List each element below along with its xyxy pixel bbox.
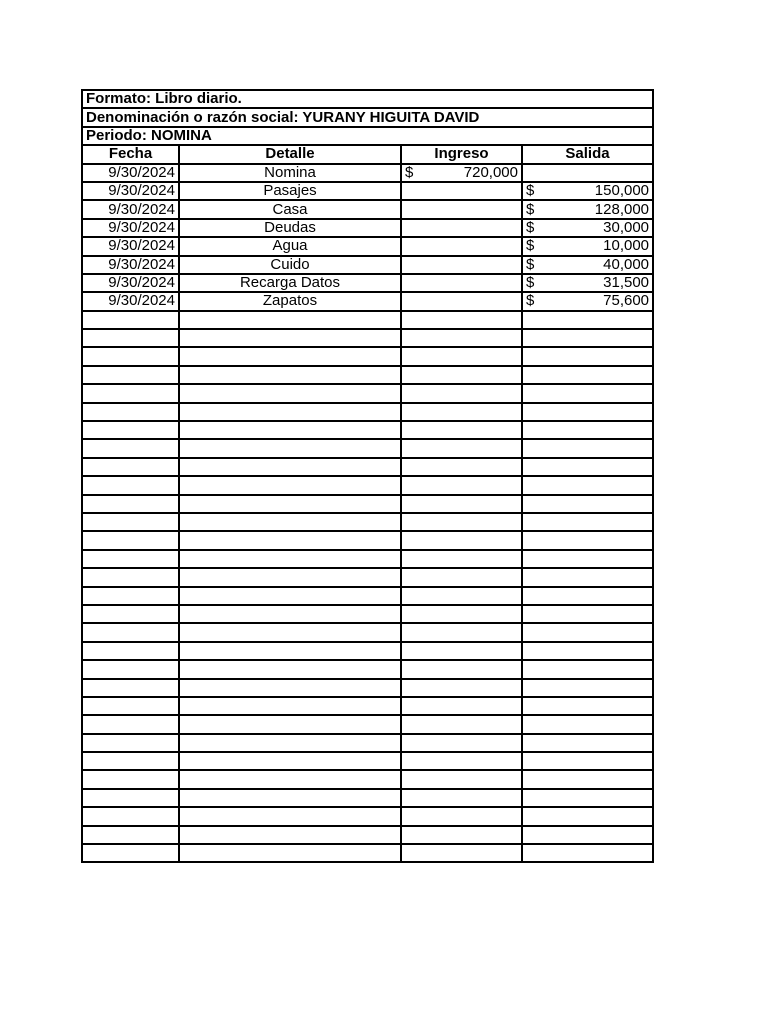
amount-value: 75,600	[603, 292, 650, 310]
denominacion-title[interactable]: Denominación o razón social: YURANY HIGUITA DAVID	[82, 108, 653, 126]
title-row-denominacion	[82, 108, 653, 126]
fecha-cell[interactable]	[82, 789, 179, 807]
salida-cell[interactable]	[522, 366, 653, 384]
salida-cell[interactable]	[522, 679, 653, 697]
fecha-cell[interactable]	[82, 660, 179, 678]
ingreso-cell[interactable]	[401, 660, 522, 678]
ingreso-cell[interactable]	[401, 642, 522, 660]
empty-row	[82, 421, 653, 439]
ingreso-cell[interactable]	[401, 770, 522, 788]
ingreso-cell[interactable]	[401, 403, 522, 421]
fecha-cell[interactable]	[82, 715, 179, 733]
ingreso-cell[interactable]	[401, 734, 522, 752]
salida-cell[interactable]	[522, 384, 653, 402]
detalle-cell[interactable]: Recarga Datos	[179, 274, 401, 292]
salida-cell[interactable]	[522, 789, 653, 807]
detalle-cell[interactable]	[179, 495, 401, 513]
salida-cell[interactable]	[522, 807, 653, 825]
fecha-cell[interactable]	[82, 642, 179, 660]
salida-cell[interactable]	[522, 439, 653, 457]
currency-symbol: $	[526, 292, 535, 310]
ingreso-cell[interactable]	[401, 237, 522, 255]
salida-cell[interactable]	[522, 182, 653, 200]
ingreso-cell[interactable]	[401, 513, 522, 531]
ingreso-cell[interactable]	[401, 715, 522, 733]
detalle-cell[interactable]	[179, 366, 401, 384]
fecha-cell[interactable]	[82, 826, 179, 844]
amount-value: 720,000	[463, 163, 518, 181]
detalle-cell[interactable]	[179, 826, 401, 844]
detalle-cell[interactable]: Agua	[179, 237, 401, 255]
ingreso-cell[interactable]	[401, 807, 522, 825]
ingreso-cell[interactable]	[401, 495, 522, 513]
fecha-cell[interactable]: 9/30/2024	[82, 274, 179, 292]
empty-row	[82, 587, 653, 605]
title-row-formato	[82, 90, 653, 108]
detalle-cell[interactable]: Pasajes	[179, 182, 401, 200]
empty-row	[82, 329, 653, 347]
fecha-cell[interactable]	[82, 770, 179, 788]
detalle-cell[interactable]	[179, 660, 401, 678]
currency-symbol: $	[526, 237, 535, 255]
detalle-cell[interactable]	[179, 568, 401, 586]
fecha-cell[interactable]	[82, 531, 179, 549]
ingreso-cell[interactable]	[401, 844, 522, 862]
fecha-cell[interactable]	[82, 495, 179, 513]
salida-cell[interactable]	[522, 697, 653, 715]
empty-row	[82, 679, 653, 697]
ingreso-cell[interactable]	[401, 458, 522, 476]
empty-row	[82, 807, 653, 825]
salida-cell[interactable]	[522, 256, 653, 274]
fecha-cell[interactable]	[82, 734, 179, 752]
detalle-cell[interactable]	[179, 679, 401, 697]
ingreso-cell[interactable]	[401, 623, 522, 641]
salida-cell[interactable]	[522, 329, 653, 347]
ledger-row	[82, 256, 653, 274]
salida-cell[interactable]	[522, 237, 653, 255]
detalle-cell[interactable]: Casa	[179, 200, 401, 218]
fecha-cell[interactable]	[82, 807, 179, 825]
detalle-cell[interactable]	[179, 623, 401, 641]
ingreso-cell[interactable]	[401, 274, 522, 292]
fecha-cell[interactable]	[82, 311, 179, 329]
ledger-row	[82, 219, 653, 237]
empty-row	[82, 311, 653, 329]
empty-row	[82, 770, 653, 788]
empty-row	[82, 384, 653, 402]
detalle-cell[interactable]: Nomina	[179, 164, 401, 182]
ingreso-cell[interactable]	[401, 311, 522, 329]
ingreso-cell[interactable]	[401, 366, 522, 384]
fecha-cell[interactable]: 9/30/2024	[82, 237, 179, 255]
ingreso-cell[interactable]	[401, 789, 522, 807]
empty-row	[82, 623, 653, 641]
salida-cell[interactable]	[522, 274, 653, 292]
salida-cell[interactable]	[522, 200, 653, 218]
fecha-cell[interactable]	[82, 697, 179, 715]
detalle-cell[interactable]	[179, 715, 401, 733]
ingreso-cell[interactable]	[401, 752, 522, 770]
ingreso-cell[interactable]	[401, 384, 522, 402]
detalle-cell[interactable]	[179, 587, 401, 605]
libro-diario-table	[81, 89, 654, 863]
detalle-cell[interactable]: Deudas	[179, 219, 401, 237]
currency-symbol: $	[526, 274, 535, 292]
fecha-cell[interactable]	[82, 329, 179, 347]
column-header-fecha[interactable]: Fecha	[82, 145, 179, 163]
periodo-title[interactable]: Periodo: NOMINA	[82, 127, 653, 145]
ledger-row	[82, 200, 653, 218]
detalle-cell[interactable]	[179, 844, 401, 862]
fecha-cell[interactable]	[82, 844, 179, 862]
ledger-row	[82, 164, 653, 182]
detalle-cell[interactable]: Cuido	[179, 256, 401, 274]
ledger-row	[82, 274, 653, 292]
ingreso-cell[interactable]	[401, 476, 522, 494]
salida-cell[interactable]	[522, 568, 653, 586]
fecha-cell[interactable]	[82, 458, 179, 476]
ingreso-cell[interactable]	[401, 587, 522, 605]
amount-value: 31,500	[603, 274, 650, 292]
empty-row	[82, 844, 653, 862]
ingreso-cell[interactable]	[401, 292, 522, 310]
ingreso-cell[interactable]	[401, 826, 522, 844]
salida-cell[interactable]	[522, 660, 653, 678]
currency-symbol: $	[526, 200, 535, 218]
detalle-cell[interactable]	[179, 347, 401, 365]
salida-cell[interactable]	[522, 164, 653, 182]
salida-cell[interactable]	[522, 495, 653, 513]
column-header-salida[interactable]: Salida	[522, 145, 653, 163]
fecha-cell[interactable]	[82, 587, 179, 605]
empty-row	[82, 826, 653, 844]
detalle-cell[interactable]	[179, 734, 401, 752]
salida-cell[interactable]	[522, 587, 653, 605]
ingreso-cell[interactable]	[401, 256, 522, 274]
fecha-cell[interactable]: 9/30/2024	[82, 182, 179, 200]
empty-row	[82, 347, 653, 365]
salida-cell[interactable]	[522, 642, 653, 660]
ingreso-cell[interactable]	[401, 200, 522, 218]
ledger-row	[82, 182, 653, 200]
fecha-cell[interactable]	[82, 476, 179, 494]
salida-cell[interactable]	[522, 844, 653, 862]
fecha-cell[interactable]	[82, 347, 179, 365]
salida-cell[interactable]	[522, 550, 653, 568]
salida-cell[interactable]	[522, 403, 653, 421]
ingreso-cell[interactable]	[401, 679, 522, 697]
ingreso-cell[interactable]	[401, 697, 522, 715]
fecha-cell[interactable]	[82, 605, 179, 623]
detalle-cell[interactable]	[179, 403, 401, 421]
empty-row	[82, 642, 653, 660]
detalle-cell[interactable]	[179, 770, 401, 788]
detalle-cell[interactable]	[179, 605, 401, 623]
fecha-cell[interactable]	[82, 439, 179, 457]
empty-row	[82, 789, 653, 807]
ingreso-cell[interactable]	[401, 439, 522, 457]
detalle-cell[interactable]	[179, 311, 401, 329]
fecha-cell[interactable]	[82, 568, 179, 586]
detalle-cell[interactable]	[179, 458, 401, 476]
salida-cell[interactable]	[522, 421, 653, 439]
currency-symbol: $	[526, 182, 535, 200]
detalle-cell[interactable]	[179, 789, 401, 807]
currency-symbol: $	[526, 255, 535, 273]
formato-title[interactable]: Formato: Libro diario.	[82, 90, 653, 108]
fecha-cell[interactable]	[82, 752, 179, 770]
detalle-cell[interactable]	[179, 421, 401, 439]
ingreso-cell[interactable]	[401, 531, 522, 549]
currency-symbol: $	[405, 163, 414, 181]
salida-cell[interactable]	[522, 513, 653, 531]
ingreso-cell[interactable]	[401, 568, 522, 586]
fecha-cell[interactable]: 9/30/2024	[82, 164, 179, 182]
empty-row	[82, 734, 653, 752]
salida-cell[interactable]	[522, 623, 653, 641]
detalle-cell[interactable]	[179, 439, 401, 457]
salida-cell[interactable]	[522, 715, 653, 733]
amount-value: 128,000	[594, 200, 650, 218]
detalle-cell[interactable]	[179, 642, 401, 660]
fecha-cell[interactable]: 9/30/2024	[82, 256, 179, 274]
ledger-row	[82, 292, 653, 310]
fecha-cell[interactable]: 9/30/2024	[82, 292, 179, 310]
ingreso-cell[interactable]	[401, 164, 522, 182]
empty-row	[82, 403, 653, 421]
salida-cell[interactable]	[522, 770, 653, 788]
empty-row	[82, 715, 653, 733]
ingreso-cell[interactable]	[401, 182, 522, 200]
fecha-cell[interactable]	[82, 421, 179, 439]
ingreso-cell[interactable]	[401, 421, 522, 439]
fecha-cell[interactable]: 9/30/2024	[82, 200, 179, 218]
empty-row	[82, 513, 653, 531]
detalle-cell[interactable]	[179, 807, 401, 825]
empty-row	[82, 458, 653, 476]
detalle-cell[interactable]	[179, 513, 401, 531]
detalle-cell[interactable]	[179, 697, 401, 715]
empty-row	[82, 495, 653, 513]
fecha-cell[interactable]	[82, 384, 179, 402]
salida-cell[interactable]	[522, 458, 653, 476]
ingreso-cell[interactable]	[401, 219, 522, 237]
empty-row	[82, 439, 653, 457]
fecha-cell[interactable]	[82, 513, 179, 531]
fecha-cell[interactable]: 9/30/2024	[82, 219, 179, 237]
empty-row	[82, 660, 653, 678]
amount-value: 10,000	[603, 237, 650, 255]
detalle-cell[interactable]	[179, 476, 401, 494]
salida-cell[interactable]	[522, 292, 653, 310]
column-header-detalle[interactable]: Detalle	[179, 145, 401, 163]
empty-row	[82, 605, 653, 623]
detalle-cell[interactable]	[179, 550, 401, 568]
fecha-cell[interactable]	[82, 366, 179, 384]
empty-row	[82, 697, 653, 715]
empty-row	[82, 752, 653, 770]
salida-cell[interactable]	[522, 531, 653, 549]
fecha-cell[interactable]	[82, 623, 179, 641]
ingreso-cell[interactable]	[401, 329, 522, 347]
amount-value: 30,000	[603, 218, 650, 236]
empty-row	[82, 531, 653, 549]
amount-value: 150,000	[594, 182, 650, 200]
detalle-cell[interactable]	[179, 329, 401, 347]
detalle-cell[interactable]	[179, 531, 401, 549]
ingreso-cell[interactable]	[401, 347, 522, 365]
fecha-cell[interactable]	[82, 679, 179, 697]
title-row-periodo	[82, 127, 653, 145]
salida-cell[interactable]	[522, 752, 653, 770]
column-header-row	[82, 145, 653, 163]
empty-row	[82, 476, 653, 494]
salida-cell[interactable]	[522, 605, 653, 623]
currency-symbol: $	[526, 218, 535, 236]
empty-row	[82, 550, 653, 568]
ingreso-cell[interactable]	[401, 605, 522, 623]
salida-cell[interactable]	[522, 219, 653, 237]
empty-row	[82, 366, 653, 384]
ledger-row	[82, 237, 653, 255]
salida-cell[interactable]	[522, 347, 653, 365]
detalle-cell[interactable]	[179, 752, 401, 770]
column-header-ingreso[interactable]: Ingreso	[401, 145, 522, 163]
detalle-cell[interactable]: Zapatos	[179, 292, 401, 310]
salida-cell[interactable]	[522, 734, 653, 752]
fecha-cell[interactable]	[82, 403, 179, 421]
ingreso-cell[interactable]	[401, 550, 522, 568]
salida-cell[interactable]	[522, 311, 653, 329]
empty-row	[82, 568, 653, 586]
salida-cell[interactable]	[522, 826, 653, 844]
salida-cell[interactable]	[522, 476, 653, 494]
fecha-cell[interactable]	[82, 550, 179, 568]
amount-value: 40,000	[603, 255, 650, 273]
detalle-cell[interactable]	[179, 384, 401, 402]
